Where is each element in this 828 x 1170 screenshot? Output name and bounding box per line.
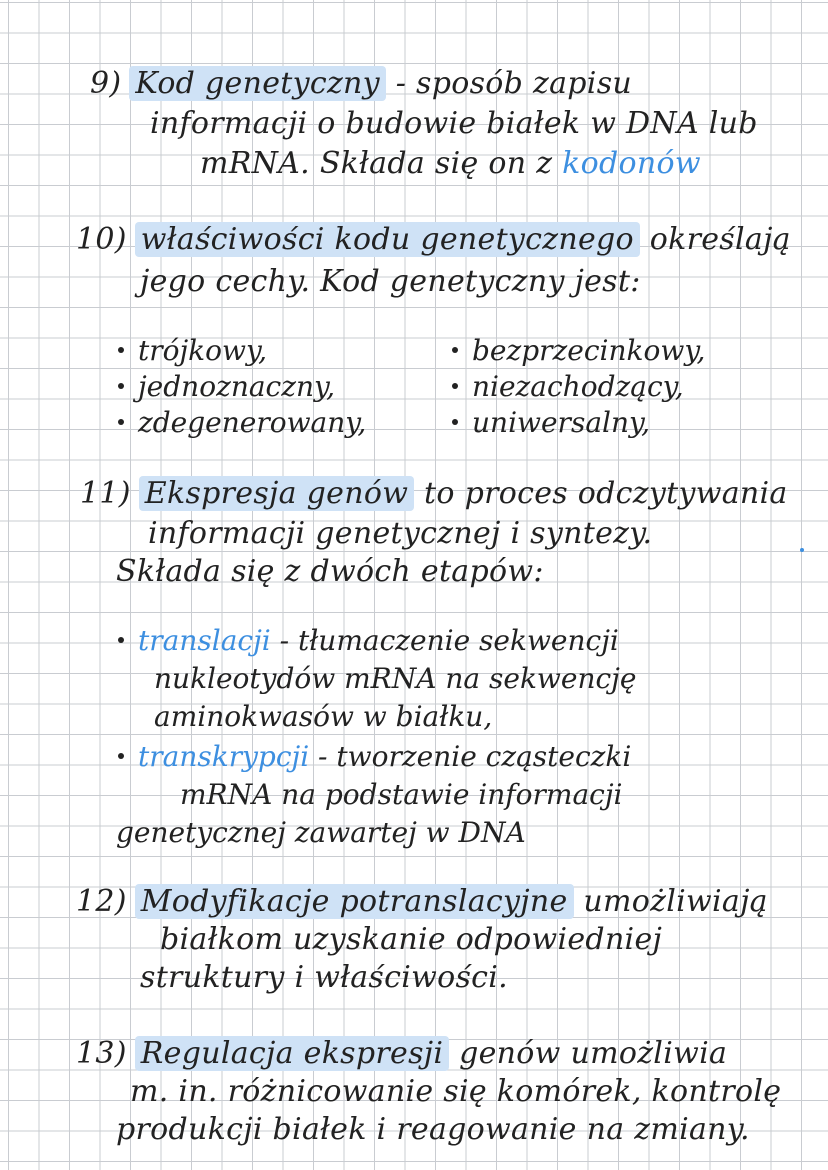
section-12-line-2: białkom uzyskanie odpowiedniej bbox=[160, 922, 663, 957]
section-number: 13) bbox=[76, 1036, 127, 1071]
section-12-line-1 bbox=[76, 884, 768, 920]
bullet-dot bbox=[118, 419, 124, 425]
bullet-dot bbox=[118, 383, 124, 389]
definition-text: umożliwiają bbox=[573, 884, 768, 919]
term-highlight: Kod genetyczny bbox=[129, 66, 386, 101]
definition-text: określają bbox=[639, 222, 791, 257]
list-item bbox=[452, 370, 684, 404]
section-13-line-3: produkcji białek i reagowanie na zmiany. bbox=[116, 1112, 750, 1147]
list-item bbox=[118, 334, 267, 368]
section-9-line-2: informacji o budowie białek w DNA lub bbox=[150, 106, 758, 141]
section-9-line-3 bbox=[200, 146, 701, 182]
list-item-text: bezprzecinkowy, bbox=[472, 334, 706, 367]
list-item-continuation: mRNA na podstawie informacji bbox=[180, 778, 623, 811]
ink-dot bbox=[800, 548, 804, 552]
list-item-text: niezachodzący, bbox=[472, 370, 684, 403]
blue-term: kodonów bbox=[562, 146, 701, 181]
list-item-text: trójkowy, bbox=[138, 334, 267, 367]
bullet-dot bbox=[118, 347, 124, 353]
list-item bbox=[118, 370, 335, 404]
section-11-line-3: Składa się z dwóch etapów: bbox=[116, 554, 544, 589]
term-highlight: właściwości kodu genetycznego bbox=[135, 222, 640, 257]
bullet-dot bbox=[452, 383, 458, 389]
section-number: 12) bbox=[76, 884, 127, 919]
definition-text: - sposób zapisu bbox=[385, 66, 633, 101]
section-10-line-2: jego cechy. Kod genetyczny jest: bbox=[140, 264, 641, 299]
list-item-continuation: nukleotydów mRNA na sekwencję bbox=[154, 662, 637, 695]
section-11-line-1 bbox=[80, 476, 788, 512]
list-item bbox=[118, 740, 631, 774]
section-11-line-2: informacji genetycznej i syntezy. bbox=[148, 516, 653, 551]
bullet-dot bbox=[452, 347, 458, 353]
term-highlight: Regulacja ekspresji bbox=[135, 1036, 450, 1071]
section-12-line-3: struktury i właściwości. bbox=[140, 960, 508, 995]
section-10-line-1 bbox=[76, 222, 791, 258]
section-13-line-2: m. in. różnicowanie się komórek, kontrolę bbox=[130, 1074, 782, 1109]
list-item bbox=[118, 624, 619, 658]
section-13-line-1 bbox=[76, 1036, 727, 1072]
term-highlight: Ekspresja genów bbox=[139, 476, 414, 511]
definition-text: genów umożliwia bbox=[449, 1036, 728, 1071]
list-item-text: - tworzenie cząsteczki bbox=[309, 740, 632, 773]
section-number: 10) bbox=[76, 222, 127, 257]
list-item-continuation: genetycznej zawartej w DNA bbox=[116, 816, 526, 849]
blue-term: translacji bbox=[138, 624, 271, 657]
section-number: 11) bbox=[80, 476, 131, 511]
bullet-dot bbox=[118, 753, 124, 759]
list-item-text: zdegenerowany, bbox=[138, 406, 367, 439]
list-item-text: uniwersalny, bbox=[472, 406, 650, 439]
list-item-continuation: aminokwasów w białku, bbox=[154, 700, 493, 733]
bullet-dot bbox=[118, 637, 124, 643]
definition-text: mRNA. Składa się on z bbox=[200, 146, 563, 181]
definition-text: to proces odczytywania bbox=[414, 476, 788, 511]
blue-term: transkrypcji bbox=[138, 740, 310, 773]
list-item bbox=[452, 406, 650, 440]
term-highlight: Modyfikacje potranslacyjne bbox=[135, 884, 574, 919]
section-9-line-1 bbox=[90, 66, 632, 102]
list-item-text: - tłumaczenie sekwencji bbox=[270, 624, 619, 657]
list-item bbox=[118, 406, 366, 440]
list-item-text: jednoznaczny, bbox=[138, 370, 336, 403]
bullet-dot bbox=[452, 419, 458, 425]
list-item bbox=[452, 334, 705, 368]
section-number: 9) bbox=[90, 66, 122, 101]
